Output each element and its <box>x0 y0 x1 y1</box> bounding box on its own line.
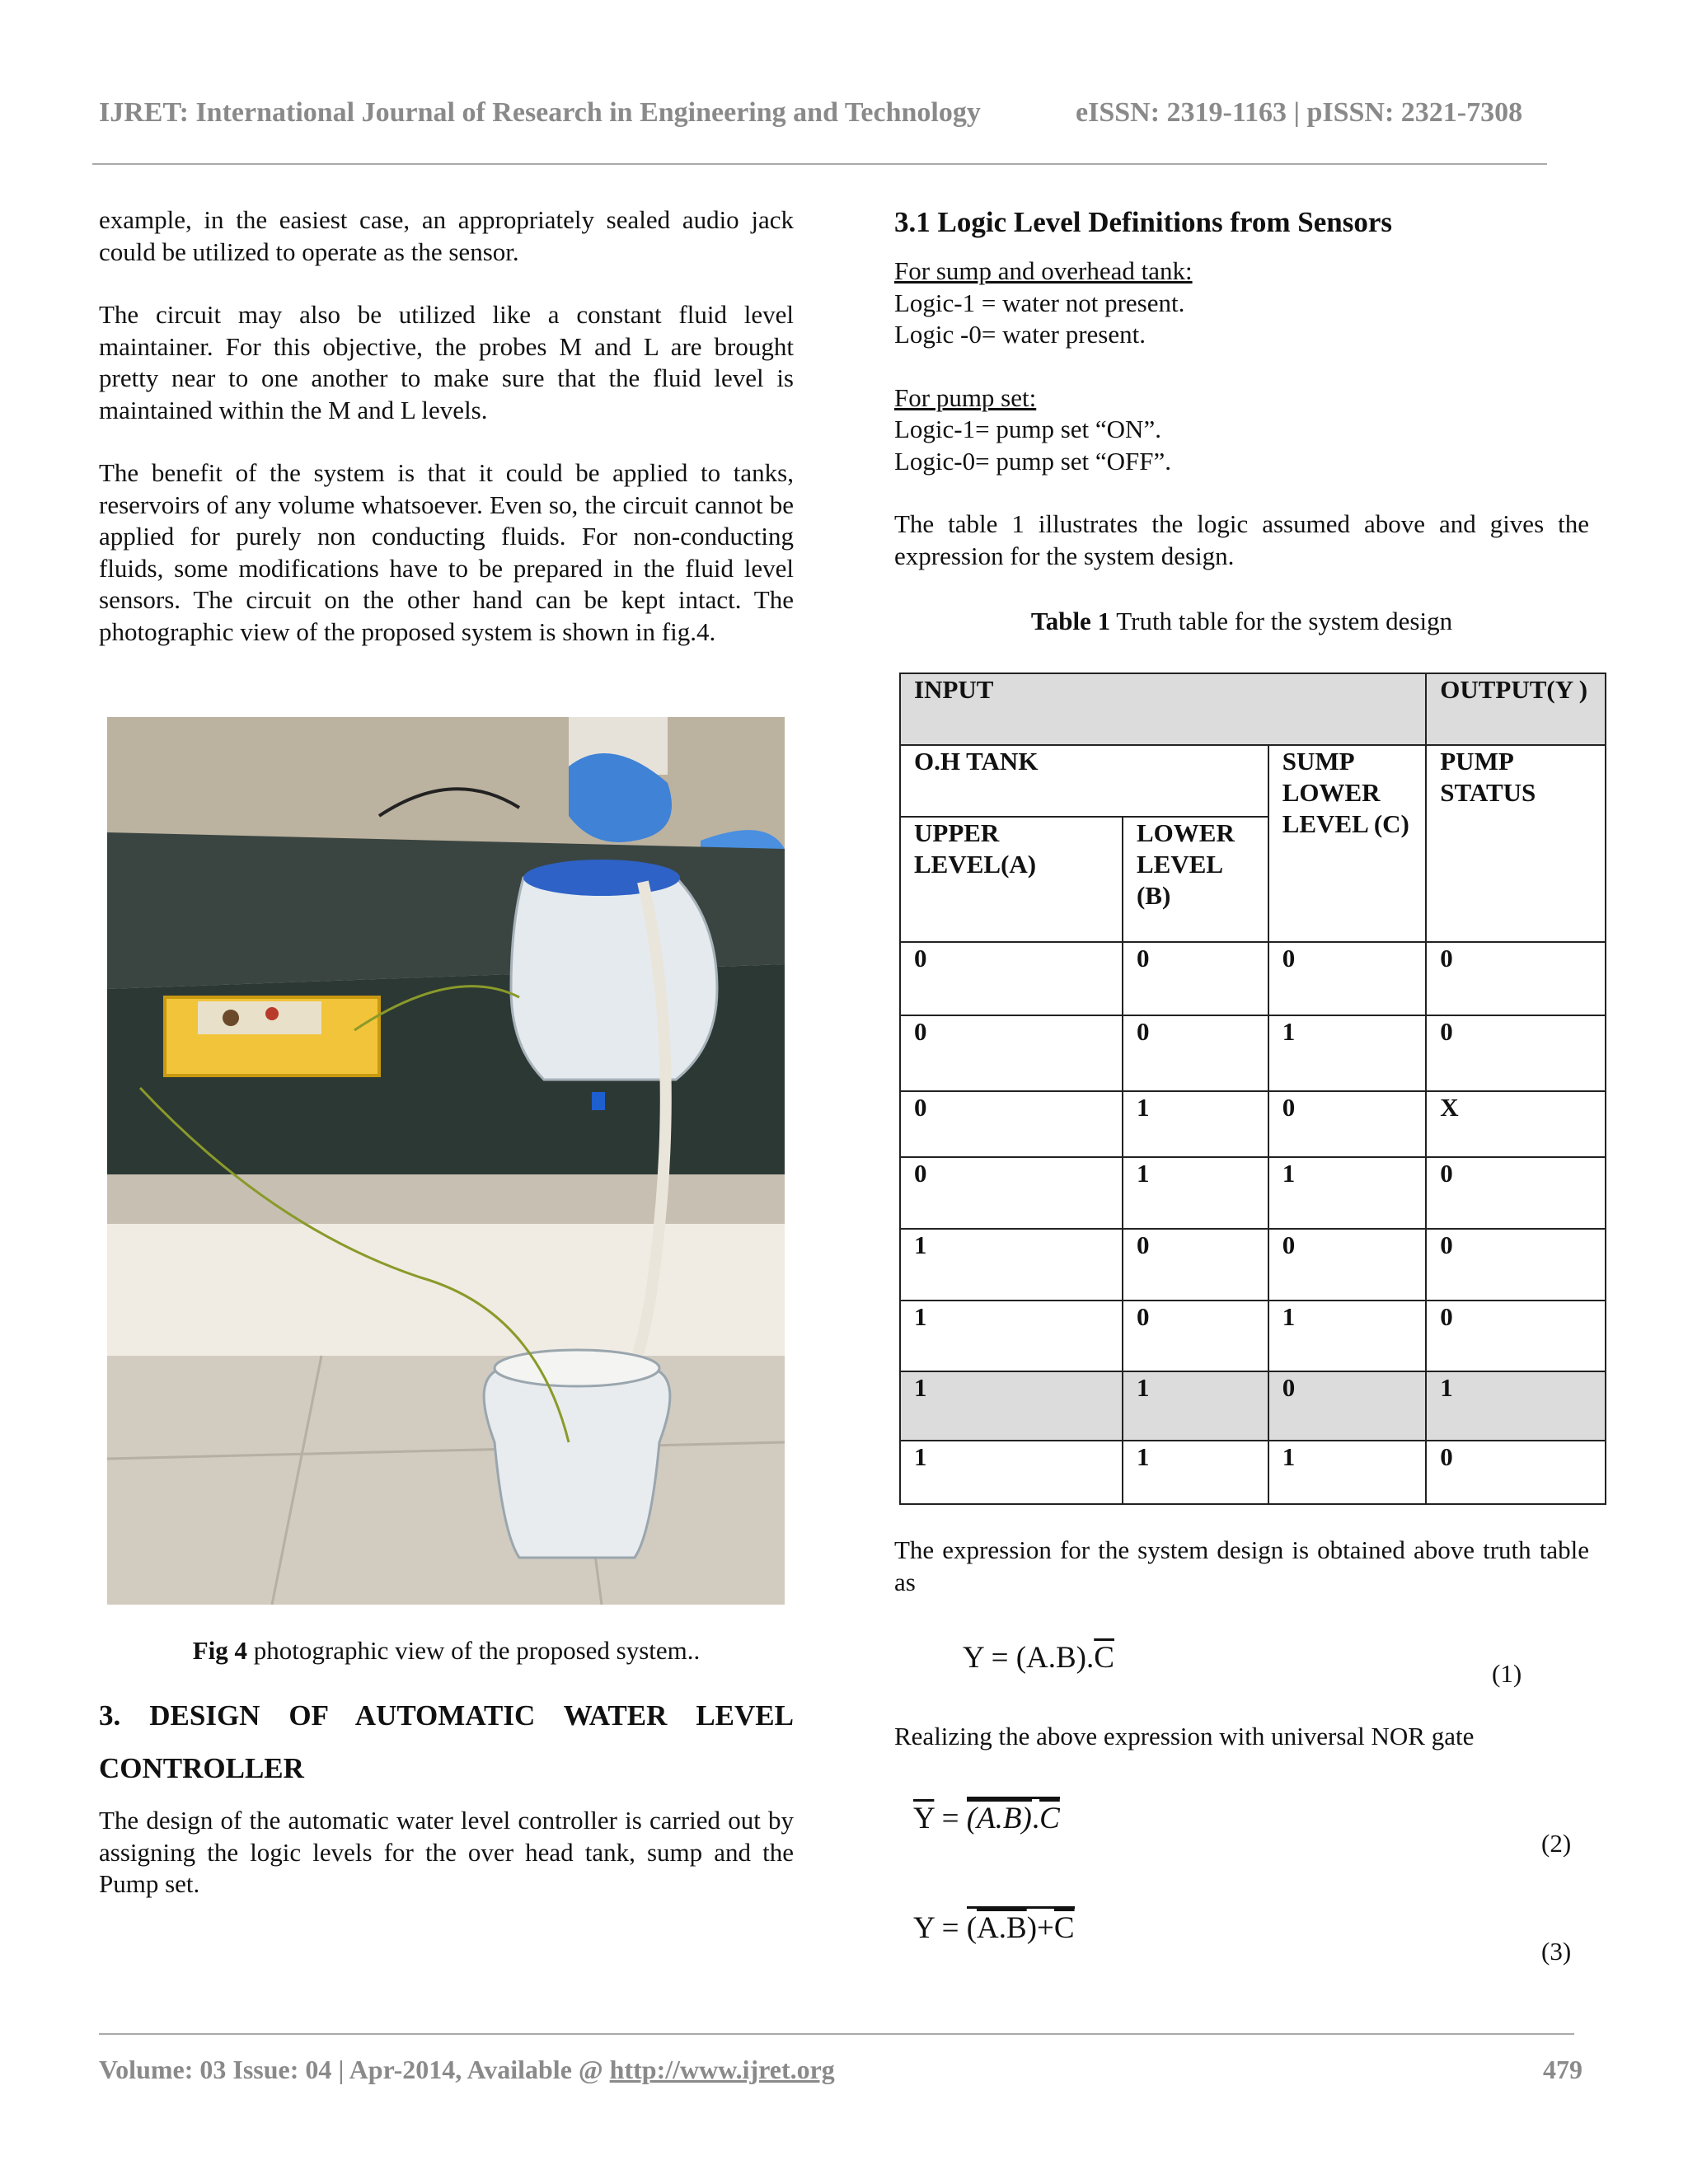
table-caption <box>894 606 1589 638</box>
header-lower: LOWER LEVEL (B) <box>1123 817 1268 942</box>
logic-definitions <box>894 255 1589 572</box>
eq1-lhs: Y = (A.B). <box>963 1641 1095 1675</box>
cell-a: 0 <box>900 1157 1123 1229</box>
table-row <box>900 942 1606 1015</box>
issn: eISSN: 2319-1163 | pISSN: 2321-7308 <box>1076 97 1523 128</box>
cell-c: 0 <box>1268 942 1427 1015</box>
section-title-line2: CONTROLLER <box>99 1752 304 1784</box>
page-number: 479 <box>1543 2055 1582 2084</box>
paragraph: example, in the easiest case, an appropriately sealed audio jack could be utilized to operate as the sensor. <box>99 205 794 266</box>
eq2-lhs: $\overline{Y}$ <box>913 1799 934 1835</box>
section-title-line1: 3. DESIGN OF AUTOMATIC WATER LEVEL <box>99 1699 794 1732</box>
footer-rule <box>99 2033 1574 2035</box>
cell-a: 1 <box>900 1371 1123 1441</box>
figure-label: Fig 4 <box>192 1636 248 1665</box>
cell-y: 0 <box>1426 942 1606 1015</box>
eq3-ab: A.B <box>977 1911 1027 1945</box>
cell-c: 1 <box>1268 1015 1427 1091</box>
paragraph: The benefit of the system is that it could be applied to tanks, reservoirs of any volume whatsoever. Even so, the circuit cannot be applied for purely non conducting fluids. For non-conducting fluids, some modifications have to be prepared in the fluid level sensors. The circuit on the other hand can be kept intact. The photographic view of the proposed system is shown in fig.4. <box>99 458 794 646</box>
equation-2 <box>913 1801 1060 1836</box>
header-upper: UPPER LEVEL(A) <box>900 817 1123 942</box>
table-row <box>900 1091 1606 1157</box>
cell-y: 0 <box>1426 1015 1606 1091</box>
cell-a: 0 <box>900 942 1123 1015</box>
figure-photo <box>107 717 785 1605</box>
cell-b: 1 <box>1123 1371 1268 1441</box>
table-caption-label: Table 1 <box>1030 607 1111 635</box>
paragraph: The table 1 illustrates the logic assumed above and gives the expression for the system design. <box>894 509 1589 570</box>
eq2-number: (2) <box>1541 1829 1572 1858</box>
table-caption-text: Truth table for the system design <box>1110 607 1453 635</box>
table-row <box>900 1301 1606 1371</box>
header-sump: SUMP LOWER LEVEL (C) <box>1268 745 1427 942</box>
eq2-dot: . <box>1031 1802 1040 1835</box>
cell-a: 0 <box>900 1091 1123 1157</box>
footer-volume-text: Volume: 03 Issue: 04 | Apr-2014, Available @ <box>99 2055 610 2084</box>
journal-title: IJRET: International Journal of Research in Engineering and Technology <box>99 97 981 128</box>
table-row <box>900 1441 1606 1504</box>
header-pump: PUMP STATUS <box>1426 745 1606 942</box>
pump-heading: For pump set: <box>894 382 1037 412</box>
figure-caption <box>99 1635 794 1667</box>
paragraph: The circuit may also be utilized like a constant fluid level maintainer. For this objective, the probes M and L are brought pretty near to one another to make sure that the fluid level is maintained within the M and L levels. <box>99 300 794 424</box>
cell-b: 1 <box>1123 1441 1268 1504</box>
eq3-rhs: $(A.B)+\overline{C}$ <box>967 1906 1075 1945</box>
cell-a: 1 <box>900 1441 1123 1504</box>
cell-b: 0 <box>1123 1015 1268 1091</box>
cell-y: 0 <box>1426 1229 1606 1301</box>
header-output: OUTPUT(Y ) <box>1426 673 1606 745</box>
cell-c: 1 <box>1268 1157 1427 1229</box>
header-rule <box>92 163 1547 165</box>
cell-c: 1 <box>1268 1441 1427 1504</box>
cell-y: 1 <box>1426 1371 1606 1441</box>
eq2-eq: = <box>934 1802 967 1835</box>
table-row <box>900 1229 1606 1301</box>
table-row <box>900 1015 1606 1091</box>
eq2-rhs <box>967 1797 1060 1835</box>
pump-line: Logic-1= pump set “ON”. <box>894 415 1161 443</box>
equation-3 <box>913 1910 1075 1946</box>
tank-line: Logic -0= water present. <box>894 320 1146 349</box>
cell-a: 1 <box>900 1229 1123 1301</box>
eq3-plus: + <box>1037 1911 1054 1945</box>
figure-caption-text: photographic view of the proposed system.. <box>247 1636 701 1665</box>
eq2-c: $\overline{C}$ <box>1039 1802 1060 1835</box>
eq3-c: $\overline{C}$ <box>1053 1911 1075 1945</box>
cell-c: 1 <box>1268 1301 1427 1371</box>
header-input: INPUT <box>900 673 1426 745</box>
paragraph: The expression for the system design is obtained above truth table as <box>894 1535 1589 1596</box>
cell-a: 0 <box>900 1015 1123 1091</box>
table-row <box>900 1157 1606 1229</box>
pump-line: Logic-0= pump set “OFF”. <box>894 446 1172 476</box>
paragraph: Realizing the above expression with universal NOR gate <box>894 1722 1475 1750</box>
cell-y: 0 <box>1426 1441 1606 1504</box>
left-column <box>99 204 794 679</box>
photo-illustration <box>107 717 785 1605</box>
eq3-number: (3) <box>1541 1937 1572 1966</box>
paragraph: The design of the automatic water level controller is carried out by assigning the logic levels for the over head tank, sump and the Pump set. <box>99 1806 794 1898</box>
cell-a: 1 <box>900 1301 1123 1371</box>
cell-b: 1 <box>1123 1091 1268 1157</box>
tank-heading: For sump and overhead tank: <box>894 256 1193 285</box>
header-oh-tank: O.H TANK <box>900 745 1268 817</box>
cell-c: 0 <box>1268 1371 1427 1441</box>
table-row <box>900 1371 1606 1441</box>
eq3-lhs: Y = <box>913 1911 967 1945</box>
cell-b: 1 <box>1123 1157 1268 1229</box>
subsection-title: 3.1 Logic Level Definitions from Sensors <box>894 206 1393 238</box>
equation-1 <box>963 1640 1114 1675</box>
eq1-c-bar: $\overline{C}$ <box>1094 1641 1114 1675</box>
cell-b: 0 <box>1123 942 1268 1015</box>
cell-b: 0 <box>1123 1301 1268 1371</box>
truth-table <box>899 673 1606 1505</box>
cell-c: 0 <box>1268 1091 1427 1157</box>
cell-y: 0 <box>1426 1157 1606 1229</box>
tank-line: Logic-1 = water not present. <box>894 288 1185 317</box>
cell-y: 0 <box>1426 1301 1606 1371</box>
eq2-paren-expr: (A.B) <box>967 1799 1032 1835</box>
footer-volume <box>99 2055 835 2085</box>
cell-y: X <box>1426 1091 1606 1157</box>
cell-b: 0 <box>1123 1229 1268 1301</box>
eq2-ab: A.B <box>977 1802 1022 1835</box>
cell-c: 0 <box>1268 1229 1427 1301</box>
eq1-number: (1) <box>1492 1659 1522 1688</box>
footer-link[interactable]: http://www.ijret.org <box>609 2055 835 2084</box>
